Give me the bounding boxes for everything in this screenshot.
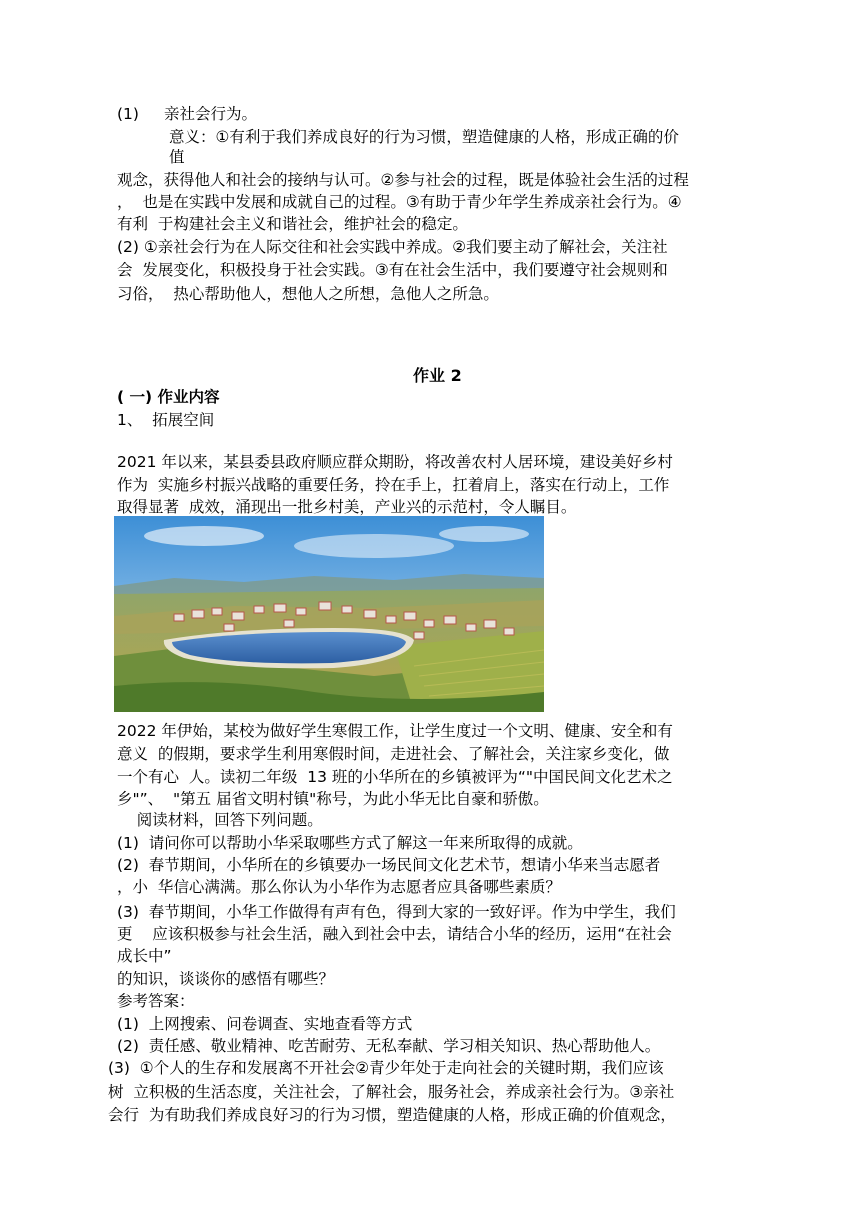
item-1-label: (1) <box>117 105 139 123</box>
item-1-title: 亲社会行为。 <box>164 105 258 123</box>
meaning-line: 意义：①有利于我们养成良好的行为习惯，塑造健康的人格，形成正确的价 <box>169 128 679 146</box>
village-landscape-photo <box>114 516 544 712</box>
meaning-line: 值 <box>169 148 185 166</box>
answer-title: 参考答案： <box>117 992 195 1010</box>
intro-line: 2021 年以来，某县委县政府顺应群众期盼，将改善农村人居环境，建设美好乡村 <box>117 453 673 471</box>
body-line: 有利 于构建社会主义和谐社会，维护社会的稳定。 <box>117 215 468 233</box>
question-line: (1) 请问你可以帮助小华采取哪些方式了解这一年来所取得的成就。 <box>117 834 583 852</box>
question-line: ，小 华信心满满。那么你认为小华作为志愿者应具备哪些素质？ <box>117 878 561 896</box>
intro-line: 作为 实施乡村振兴战略的重要任务，拎在手上，扛着肩上，落实在行动上，工作 <box>117 476 670 494</box>
intro-line: 取得显著 成效，涌现出一批乡村美，产业兴的示范村，令人瞩目。 <box>117 498 577 516</box>
question-line: 成长中” <box>117 947 172 965</box>
instruction-line: 阅读材料，回答下列问题。 <box>117 811 323 829</box>
material-line: 乡"”、 "第五 届省文明村镇"称号，为此小华无比自豪和骄傲。 <box>117 790 549 808</box>
material-line: 2022 年伊始，某校为做好学生寒假工作，让学生度过一个文明、健康、安全和有 <box>117 722 673 740</box>
body-line: (2) ①亲社会行为在人际交往和社会实践中养成。②我们要主动了解社会，关注社 <box>117 238 668 256</box>
body-line: ， 也是在实践中发展和成就自己的过程。③有助于青少年学生养成亲社会行为。④ <box>117 193 682 211</box>
material-line: 意义 的假期，要求学生利用寒假时间，走进社会、了解社会，关注家乡变化，做 <box>117 745 670 763</box>
answer-line: (3) ①个人的生存和发展离不开社会②青少年处于走向社会的关键时期，我们应该 <box>108 1059 664 1077</box>
question-line: (2) 春节期间，小华所在的乡镇要办一场民间文化艺术节，想请小华来当志愿者 <box>117 856 661 874</box>
body-line: 观念，获得他人和社会的接纳与认可。②参与社会的过程，既是体验社会生活的过程 <box>117 171 689 189</box>
answer-line: (1) 上网搜索、问卷调查、实地查看等方式 <box>117 1015 413 1033</box>
answer-line: (2) 责任感、敬业精神、吃苦耐劳、无私奉献、学习相关知识、热心帮助他人。 <box>117 1037 661 1055</box>
homework-title: 作业 2 <box>413 366 462 385</box>
body-line: 会 发展变化，积极投身于社会实践。③有在社会生活中，我们要遵守社会规则和 <box>117 261 668 279</box>
material-line: 一个有心 人。读初二年级 13 班的小华所在的乡镇被评为“"中国民间文化艺术之 <box>117 768 673 786</box>
question-line: 的知识，谈谈你的感悟有哪些？ <box>117 970 335 988</box>
question-line: (3) 春节期间，小华工作做得有声有色，得到大家的一致好评。作为中学生，我们 <box>117 903 676 921</box>
section-subtitle: ( 一) 作业内容 <box>117 388 220 406</box>
answer-line: 树 立积极的生活态度，关注社会，了解社会，服务社会，养成亲社会行为。③亲社 <box>108 1083 675 1101</box>
body-line: 习俗， 热心帮助他人，想他人之所想，急他人之所急。 <box>117 285 499 303</box>
answer-line: 会行 为有助我们养成良好习的行为习惯，塑造健康的人格，形成正确的价值观念， <box>108 1106 676 1124</box>
question-line: 更 应该积极参与社会生活，融入到社会中去，请结合小华的经历，运用“在社会 <box>117 925 672 943</box>
item-label: 1、 拓展空间 <box>117 411 215 429</box>
